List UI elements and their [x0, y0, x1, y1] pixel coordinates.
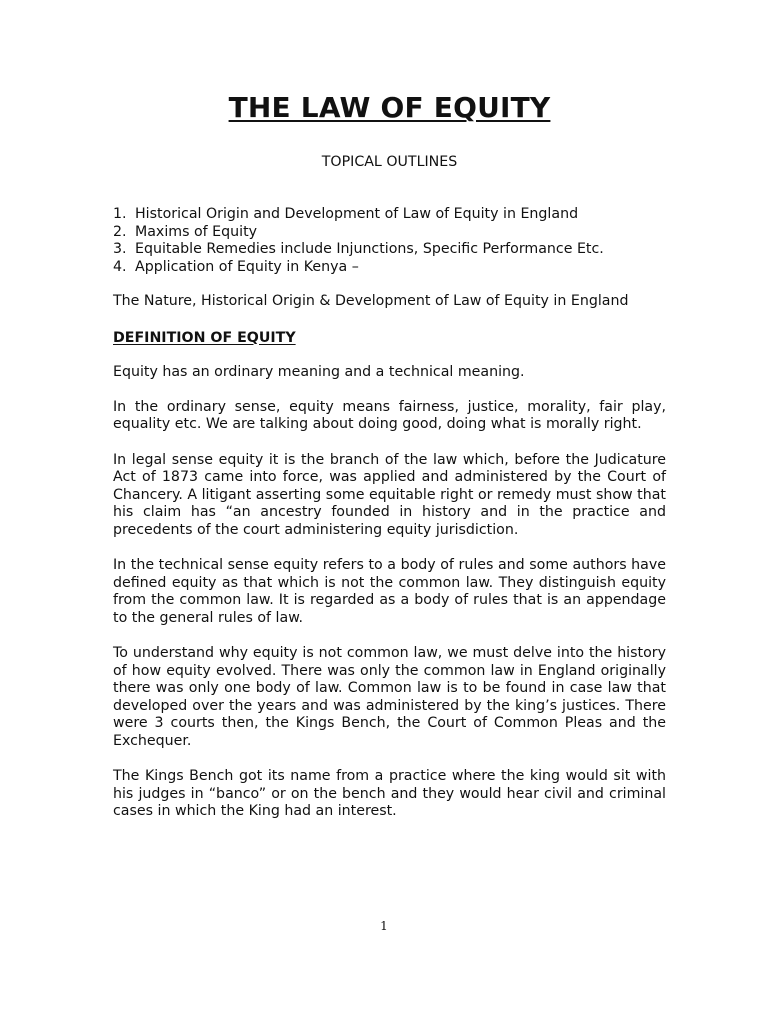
document-title: THE LAW OF EQUITY: [228, 91, 551, 124]
body-paragraph: In the technical sense equity refers to a body of rules and some authors have defined equity as that which is not the common law. They distinguish equity from the common law. It is regarded as a body of rules that is an appendage to the general rules of law.: [113, 557, 666, 626]
outline-item: [113, 224, 666, 242]
topical-outline-list: [113, 206, 666, 276]
outline-item-text: Equitable Remedies include Injunctions, Specific Performance Etc.: [135, 241, 604, 258]
outline-item-text: Historical Origin and Development of Law of Equity in England: [135, 206, 579, 222]
outline-item: [113, 259, 666, 277]
body-paragraph: The Kings Bench got its name from a practice where the king would sit with his judges in “banco” or on the bench and they would hear civil and criminal cases in which the King had an interest.: [113, 768, 666, 820]
document-subtitle: TOPICAL OUTLINES: [321, 154, 458, 170]
outline-item: [113, 206, 666, 224]
outline-item-number: 4.: [113, 258, 127, 275]
outline-item: [113, 241, 666, 259]
outline-item-number: 3.: [113, 241, 127, 258]
body-paragraph: In legal sense equity it is the branch of the law which, before the Judicature Act of 1873 came into force, was applied and administered by the Court of Chancery. A litigant asserting some equitable right or remedy must show that his claim has “an ancestry founded in history and in the practice and precedents of the court administering equity jurisdiction.: [113, 451, 666, 538]
intro-line: The Nature, Historical Origin & Development of Law of Equity in England: [113, 293, 629, 310]
outline-item-number: 2.: [113, 223, 127, 240]
section-heading: DEFINITION OF EQUITY: [113, 329, 296, 346]
outline-item-number: 1.: [113, 206, 127, 222]
body-paragraph: In the ordinary sense, equity means fairness, justice, morality, fair play, equality etc. We are talking about doing good, doing what is morally right.: [113, 398, 666, 433]
body-paragraph: Equity has an ordinary meaning and a technical meaning.: [113, 363, 525, 380]
outline-item-text: Maxims of Equity: [135, 223, 258, 240]
page-content: [113, 90, 666, 839]
body-paragraph: To understand why equity is not common law, we must delve into the history of how equity evolved. There was only the common law in England originally there was only one body of law. Common law is to be found in case law that developed over the years and was administered by the king’s justices. There were 3 courts then, the Kings Bench, the Court of Common Pleas and the Exchequer.: [113, 645, 666, 750]
outline-item-text: Application of Equity in Kenya –: [135, 258, 359, 275]
page-number: 1: [380, 919, 388, 933]
